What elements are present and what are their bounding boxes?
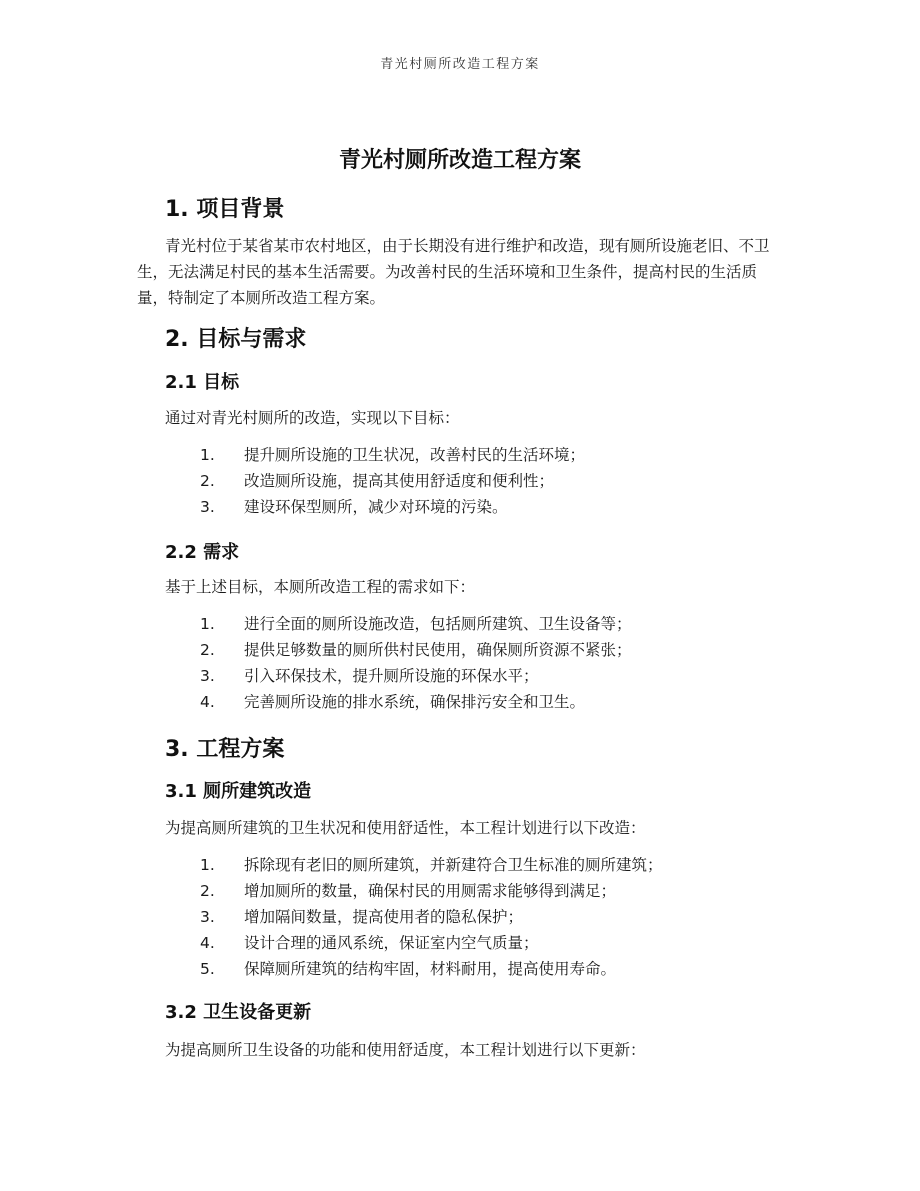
list-item-number: 1.: [200, 856, 215, 874]
list-item-number: 1.: [200, 615, 215, 633]
list-item-number: 5.: [200, 960, 215, 978]
list-item-text: 引入环保技术，提升厕所设施的环保水平；: [244, 667, 539, 685]
section-3-1-heading: 3.1 厕所建筑改造: [165, 781, 312, 802]
building-renovation-list: [200, 852, 663, 982]
list-item: [200, 878, 663, 904]
list-item: [200, 904, 663, 930]
list-item: [200, 663, 632, 689]
list-item-text: 增加厕所的数量，确保村民的用厕需求能够得到满足；: [244, 882, 617, 900]
list-item-number: 2.: [200, 641, 215, 659]
list-item-text: 设计合理的通风系统，保证室内空气质量；: [244, 934, 539, 952]
section-1-heading: 1. 项目背景: [165, 197, 285, 222]
list-item: [200, 689, 632, 715]
list-item-text: 改造厕所设施，提高其使用舒适度和便利性；: [244, 472, 555, 490]
list-item: [200, 442, 585, 468]
list-item-text: 进行全面的厕所设施改造，包括厕所建筑、卫生设备等；: [244, 615, 632, 633]
section-2-2-lead: 基于上述目标，本厕所改造工程的需求如下：: [165, 578, 476, 596]
section-2-1-heading: 2.1 目标: [165, 372, 240, 393]
section-1-body: [137, 233, 787, 311]
list-item: [200, 637, 632, 663]
list-item-number: 4.: [200, 693, 215, 711]
list-item-text: 完善厕所设施的排水系统，确保排污安全和卫生。: [244, 693, 586, 711]
list-item-text: 拆除现有老旧的厕所建筑，并新建符合卫生标准的厕所建筑；: [244, 856, 663, 874]
list-item-number: 1.: [200, 446, 215, 464]
section-3-1-lead: 为提高厕所建筑的卫生状况和使用舒适性，本工程计划进行以下改造：: [165, 819, 646, 837]
list-item-number: 3.: [200, 667, 215, 685]
section-2-1-lead: 通过对青光村厕所的改造，实现以下目标：: [165, 409, 460, 427]
list-item: [200, 468, 585, 494]
running-header: 青光村厕所改造工程方案: [380, 57, 540, 72]
list-item: [200, 930, 663, 956]
section-1-body-text: 青光村位于某省某市农村地区，由于长期没有进行维护和改造，现有厕所设施老旧、不卫生，无法满足村民的基本生活需要。为改善村民的生活环境和卫生条件，提高村民的生活质量，特制定了本厕所改造工程方案。: [137, 237, 770, 307]
list-item-number: 2.: [200, 472, 215, 490]
list-item-text: 提升厕所设施的卫生状况，改善村民的生活环境；: [244, 446, 586, 464]
document-title: 青光村厕所改造工程方案: [338, 148, 581, 173]
list-item: [200, 611, 632, 637]
list-item-number: 2.: [200, 882, 215, 900]
goals-list: [200, 442, 585, 520]
list-item-number: 3.: [200, 498, 215, 516]
list-item-text: 增加隔间数量，提高使用者的隐私保护；: [244, 908, 524, 926]
section-2-heading: 2. 目标与需求: [165, 327, 307, 352]
list-item: [200, 494, 585, 520]
section-3-2-heading: 3.2 卫生设备更新: [165, 1002, 312, 1023]
list-item: [200, 956, 663, 982]
list-item-text: 建设环保型厕所，减少对环境的污染。: [244, 498, 508, 516]
needs-list: [200, 611, 632, 715]
section-3-heading: 3. 工程方案: [165, 737, 285, 762]
list-item-text: 提供足够数量的厕所供村民使用，确保厕所资源不紧张；: [244, 641, 632, 659]
list-item-text: 保障厕所建筑的结构牢固，材料耐用，提高使用寿命。: [244, 960, 617, 978]
list-item: [200, 852, 663, 878]
list-item-number: 4.: [200, 934, 215, 952]
section-3-2-lead: 为提高厕所卫生设备的功能和使用舒适度，本工程计划进行以下更新：: [165, 1041, 646, 1059]
section-2-2-heading: 2.2 需求: [165, 542, 240, 563]
list-item-number: 3.: [200, 908, 215, 926]
